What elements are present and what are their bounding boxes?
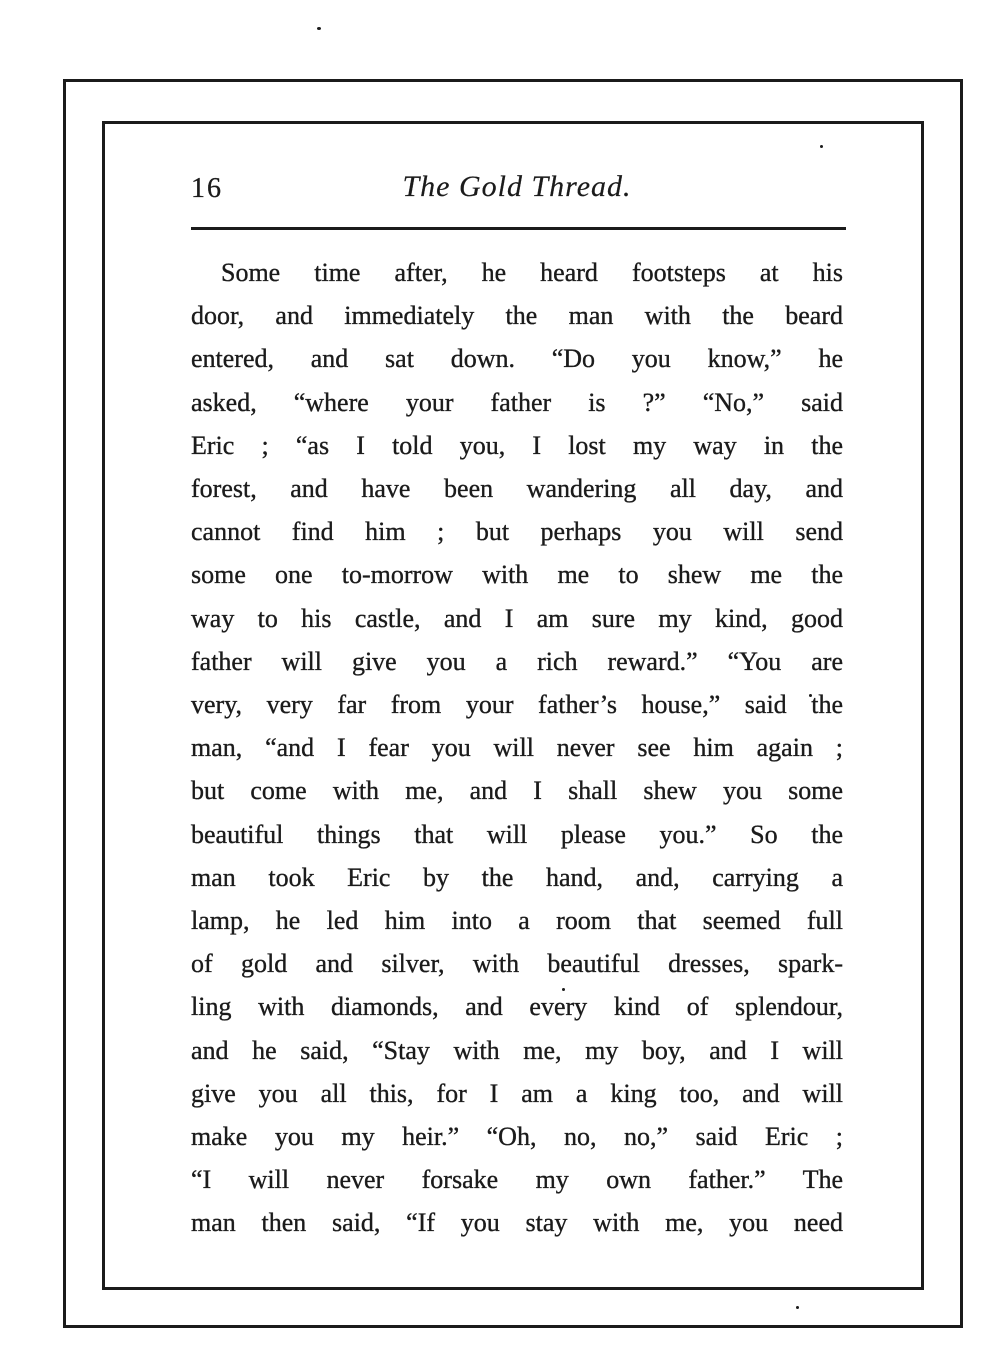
text-line: “I will never forsake my own father.” The [191, 1165, 843, 1195]
text-line: some one to-morrow with me to shew me the [191, 560, 843, 590]
text-line: but come with me, and I shall shew you some [191, 776, 843, 806]
text-line: beautiful things that will please you.” So the [191, 819, 843, 849]
text-line: asked, “where your father is ?” “No,” said [191, 387, 843, 417]
text-line: father will give you a rich reward.” “You are [191, 646, 843, 676]
running-title: The Gold Thread. [402, 170, 632, 203]
text-line: make you my heir.” “Oh, no, no,” said Eric ; [191, 1122, 843, 1152]
text-line: give you all this, for I am a king too, and will [191, 1078, 843, 1108]
text-line: ling with diamonds, and every kind of splendour, [191, 992, 843, 1022]
text-line: way to his castle, and I am sure my kind, good [191, 603, 843, 633]
text-line: Some time after, he heard footsteps at his [221, 258, 843, 287]
text-line: man, “and I fear you will never see him again ; [191, 733, 843, 763]
outer-frame [63, 79, 963, 1328]
text-line: of gold and silver, with beautiful dresses, spark- [191, 949, 843, 979]
body-text [191, 251, 843, 1245]
text-line: forest, and have been wandering all day, and [191, 474, 843, 504]
text-line: door, and immediately the man with the beard [191, 301, 843, 331]
header-rule [191, 227, 846, 230]
text-line: cannot find him ; but perhaps you will send [191, 517, 843, 547]
page-header [191, 170, 843, 212]
text-column [191, 124, 843, 1287]
text-line: and he said, “Stay with me, my boy, and I will [191, 1035, 843, 1065]
text-line: man took Eric by the hand, and, carrying a [191, 862, 843, 892]
text-line: entered, and sat down. “Do you know,” he [191, 344, 843, 374]
page-number: 16 [191, 173, 223, 204]
text-line: lamp, he led him into a room that seemed full [191, 906, 843, 936]
text-line: Eric ; “as I told you, I lost my way in the [191, 430, 843, 460]
ink-speck [317, 27, 321, 30]
inner-frame [102, 121, 924, 1290]
text-line: man then said, “If you stay with me, you need [191, 1208, 843, 1238]
text-line: very, very far from your father’s house,” said the [191, 690, 843, 720]
